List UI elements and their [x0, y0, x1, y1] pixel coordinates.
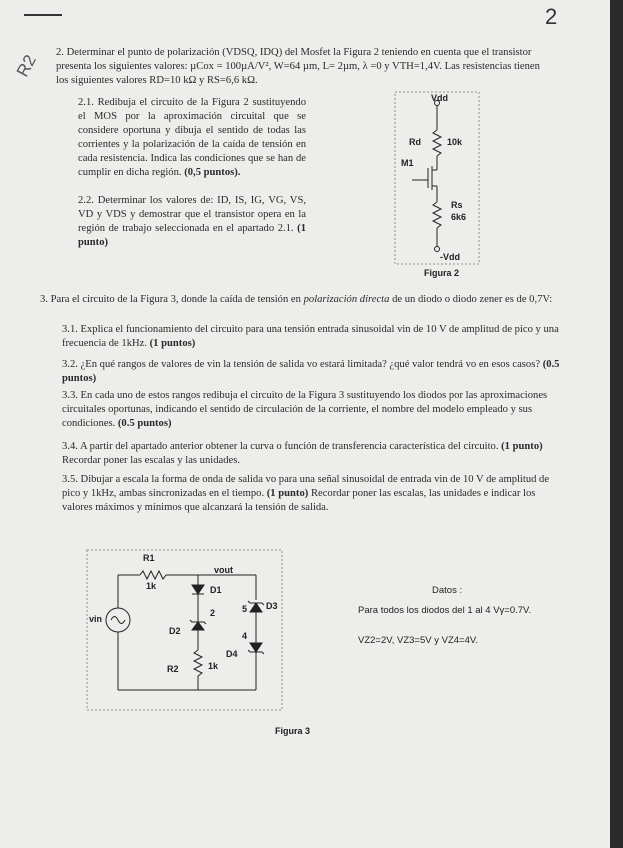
fig2-neg-vdd-label: -Vdd	[440, 252, 460, 262]
q35-points: (1 punto)	[266, 488, 309, 499]
page-number: 2	[545, 4, 558, 29]
datos-line2: VZ2=2V, VZ3=5V y VZ4=4V.	[358, 635, 478, 646]
fig2-rs-name: Rs	[451, 200, 463, 210]
p3-intro-em: polarización directa	[303, 294, 390, 305]
fig3-d4-label: D4	[226, 649, 238, 659]
q33-text: 3.3. En cada uno de estos rangos redibuja el circuito de la Figura 3 sustituyendo los diodos por las aproximaciones circuitales oportunas, indicando el sentido de circulación de la corriente, el nombre del modelo empleado y sus condiciones.	[62, 390, 548, 429]
fig2-m1-label: M1	[401, 158, 414, 168]
header-rule	[24, 14, 62, 16]
problem3-q34	[62, 440, 562, 468]
q21-text: 2.1. Redibuja el circuito de la Figura 2 sustituyendo el MOS por la aproximación circuital que se considere oportuna y dibuja el sentido de todas las corrientes y la polarización de la caída de tensión en cada resistencia. Indica las condiciones que se han de cumplir en dicha región.	[78, 97, 306, 178]
margin-handwritten-note: R2	[12, 51, 40, 80]
q35-tail: Recordar poner las escalas, las unidades e indicar los valores máximos y mínimos que alcanzará la tensión de salida.	[62, 488, 536, 513]
fig3-r2-name: R2	[167, 664, 179, 674]
problem3-q33	[62, 389, 562, 431]
fig2-rd-name: Rd	[409, 137, 421, 147]
fig3-r1-name: R1	[143, 553, 155, 563]
figure2-caption: Figura 2	[424, 268, 460, 278]
q32-points: (0.5 puntos)	[62, 359, 560, 384]
fig3-d2-value: 2	[210, 608, 216, 618]
q34-tail: Recordar poner las escalas y las unidades.	[62, 455, 240, 466]
q22-text: 2.2. Determinar los valores de: ID, IS, IG, VG, VS, VD y VDS y demostrar que el transistor opera en la región de trabajo seleccionada en el apartado 2.1.	[78, 195, 306, 234]
q31-points: (1 puntos)	[149, 338, 196, 349]
fig3-r2-value: 1k	[208, 661, 219, 671]
problem3-intro	[40, 293, 560, 307]
fig3-d3-value: 5	[242, 604, 248, 614]
fig2-vdd-label: Vdd	[431, 93, 448, 103]
q35-text: 3.5. Dibujar a escala la forma de onda de salida vo para una señal sinusoidal de entrada vin de 10 V de amplitud de pico y 1kHz, ambas sincronizadas en el tiempo.	[62, 474, 550, 499]
problem2-q21	[78, 96, 306, 180]
q32-text: 3.2. ¿En qué rangos de valores de vin la tensión de salida vo estará limitada? ¿qué valor tendrá vo en esos casos?	[62, 359, 541, 370]
fig3-d2-label: D2	[169, 626, 181, 636]
fig3-d4-value: 4	[242, 631, 248, 641]
q34-text: 3.4. A partir del apartado anterior obtener la curva o función de transferencia característica del circuito.	[62, 441, 499, 452]
fig3-vout-label: vout	[214, 565, 233, 575]
p3-intro-a: 3. Para el circuito de la Figura 3, donde la caída de tensión en	[40, 294, 301, 305]
problem3-q32	[62, 358, 562, 386]
q21-points: (0,5 puntos).	[184, 167, 241, 178]
problem3-q31	[62, 323, 562, 351]
q34-points: (1 punto)	[501, 441, 543, 452]
q31-text: 3.1. Explica el funcionamiento del circuito para una tensión entrada sinusoidal vin de 10 V de amplitud de pico y una frecuencia de 1kHz.	[62, 324, 559, 349]
scan-dark-edge	[610, 0, 623, 848]
problem3-q35	[62, 473, 562, 515]
q33-points: (0.5 puntos)	[117, 418, 172, 429]
fig2-rs-value: 6k6	[451, 212, 467, 222]
datos-title: Datos :	[432, 585, 463, 596]
fig2-rd-value: 10k	[447, 137, 463, 147]
problem2-q22	[78, 194, 306, 250]
q22-points: (1 punto)	[78, 223, 306, 248]
fig3-d1-label: D1	[210, 585, 222, 595]
problem2-intro: 2. Determinar el punto de polarización (VDSQ, IDQ) del Mosfet la Figura 2 teniendo en cuenta que el transistor presenta los siguientes valores: µCox = 100µA/V², W=64 µm, L= 2µm, λ =0 y VTH=1,4V. Las resistencias tienen los siguientes valores RD=10 kΩ y RS=6,6 kΩ.	[56, 47, 540, 86]
datos-line1: Para todos los diodos del 1 al 4 Vγ=0.7V.	[358, 605, 532, 616]
fig3-r1-value: 1k	[146, 581, 157, 591]
p3-intro-b: de un diodo o diodo zener es de 0,7V:	[392, 294, 553, 305]
figure3-caption: Figura 3	[275, 726, 311, 736]
fig3-d3-label: D3	[266, 601, 278, 611]
fig3-vin-label: vin	[89, 614, 103, 624]
